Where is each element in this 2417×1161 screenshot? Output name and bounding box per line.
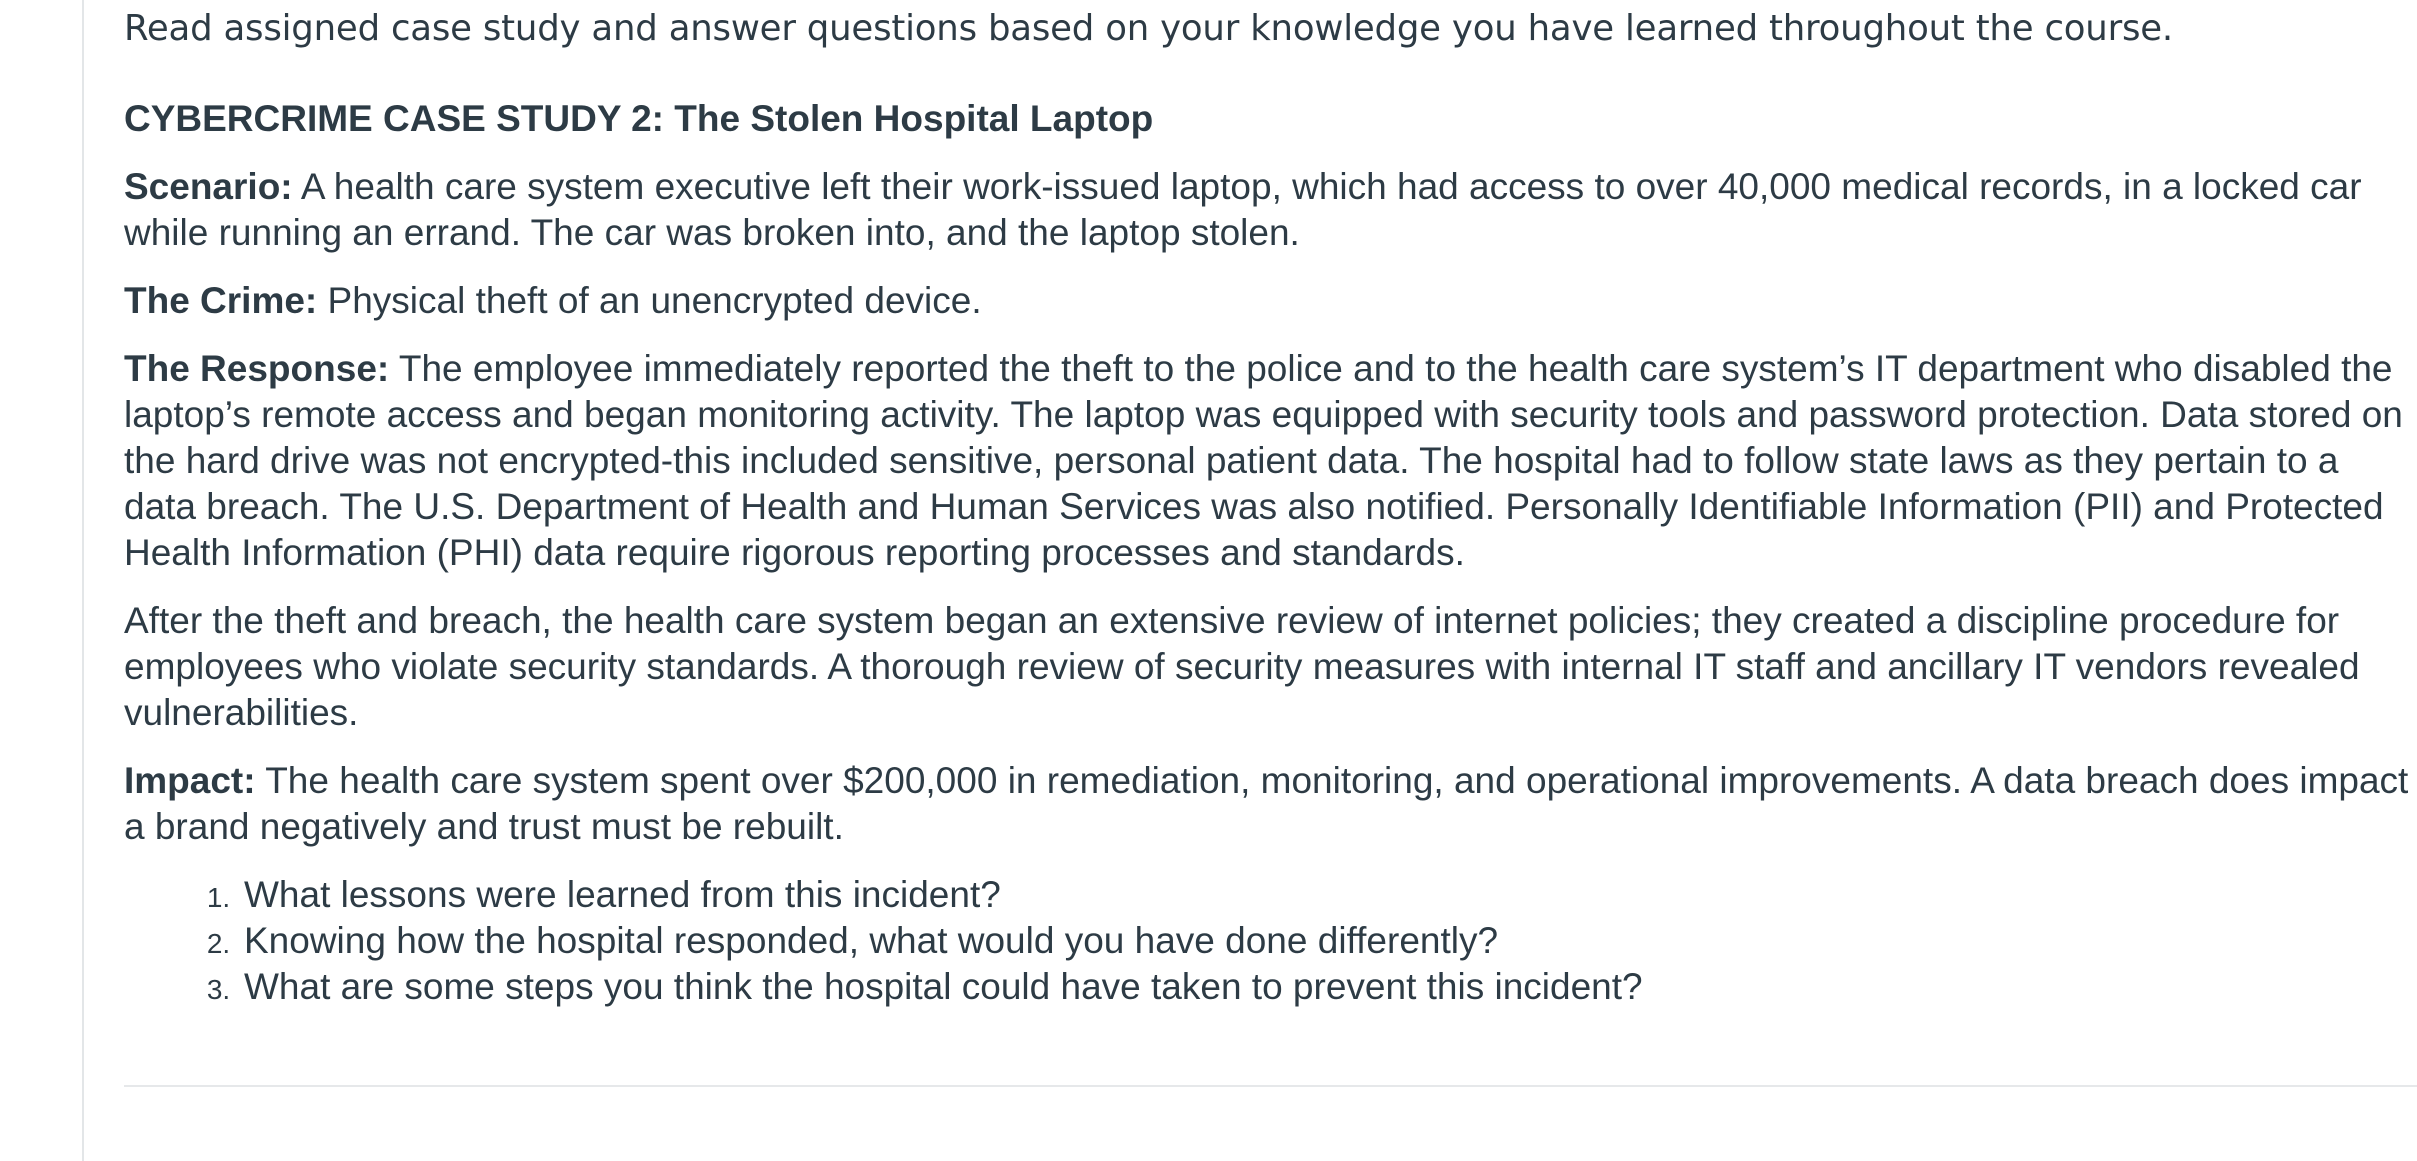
- question-item: 3. What are some steps you think the hospital could have taken to prevent this incident?: [238, 964, 2414, 1010]
- impact-paragraph: [124, 758, 2414, 850]
- impact-label: Impact:: [124, 760, 256, 801]
- scenario-label: Scenario:: [124, 166, 293, 207]
- content-left-border: [82, 0, 84, 1161]
- response-label: The Response:: [124, 348, 390, 389]
- crime-paragraph: [124, 278, 2414, 324]
- crime-label: The Crime:: [124, 280, 318, 321]
- assignment-instructions: Read assigned case study and answer questions based on your knowledge you have learned throughout the course.: [124, 8, 2174, 49]
- impact-text: The health care system spent over $200,000 in remediation, monitoring, and operational improvements. A data breach does impact a brand negatively and trust must be rebuilt.: [124, 760, 2409, 847]
- scenario-paragraph: [124, 164, 2414, 256]
- after-breach-paragraph: After the theft and breach, the health care system began an extensive review of internet policies; they created a discipline procedure for employees who violate security standards. A thorough review of security measures with internal IT staff and ancillary IT vendors revealed vulnerabilities.: [124, 600, 2360, 733]
- case-study-title: CYBERCRIME CASE STUDY 2: The Stolen Hospital Laptop: [124, 98, 1154, 139]
- question-item: 2. Knowing how the hospital responded, what would you have done differently?: [238, 918, 2414, 964]
- section-divider: [124, 1085, 2417, 1087]
- scenario-text: A health care system executive left their work-issued laptop, which had access to over 40,000 medical records, in a locked car while running an errand. The car was broken into, and the laptop stolen.: [124, 166, 2362, 253]
- questions-list: [124, 872, 2414, 1010]
- response-text: The employee immediately reported the theft to the police and to the health care system’s IT department who disabled the laptop’s remote access and began monitoring activity. The laptop was equipped with security tools and password protection. Data stored on the hard drive was not encrypted-this included sensitive, personal patient data. The hospital had to follow state laws as they pertain to a data breach. The U.S. Department of Health and Human Services was also notified. Personally Identifiable Information (PII) and Protected Health Information (PHI) data require rigorous reporting processes and standards.: [124, 348, 2403, 573]
- crime-text: Physical theft of an unencrypted device.: [327, 280, 982, 321]
- assignment-description: [124, 0, 2414, 1010]
- question-item: 1. What lessons were learned from this incident?: [238, 872, 2414, 918]
- response-paragraph: [124, 346, 2414, 576]
